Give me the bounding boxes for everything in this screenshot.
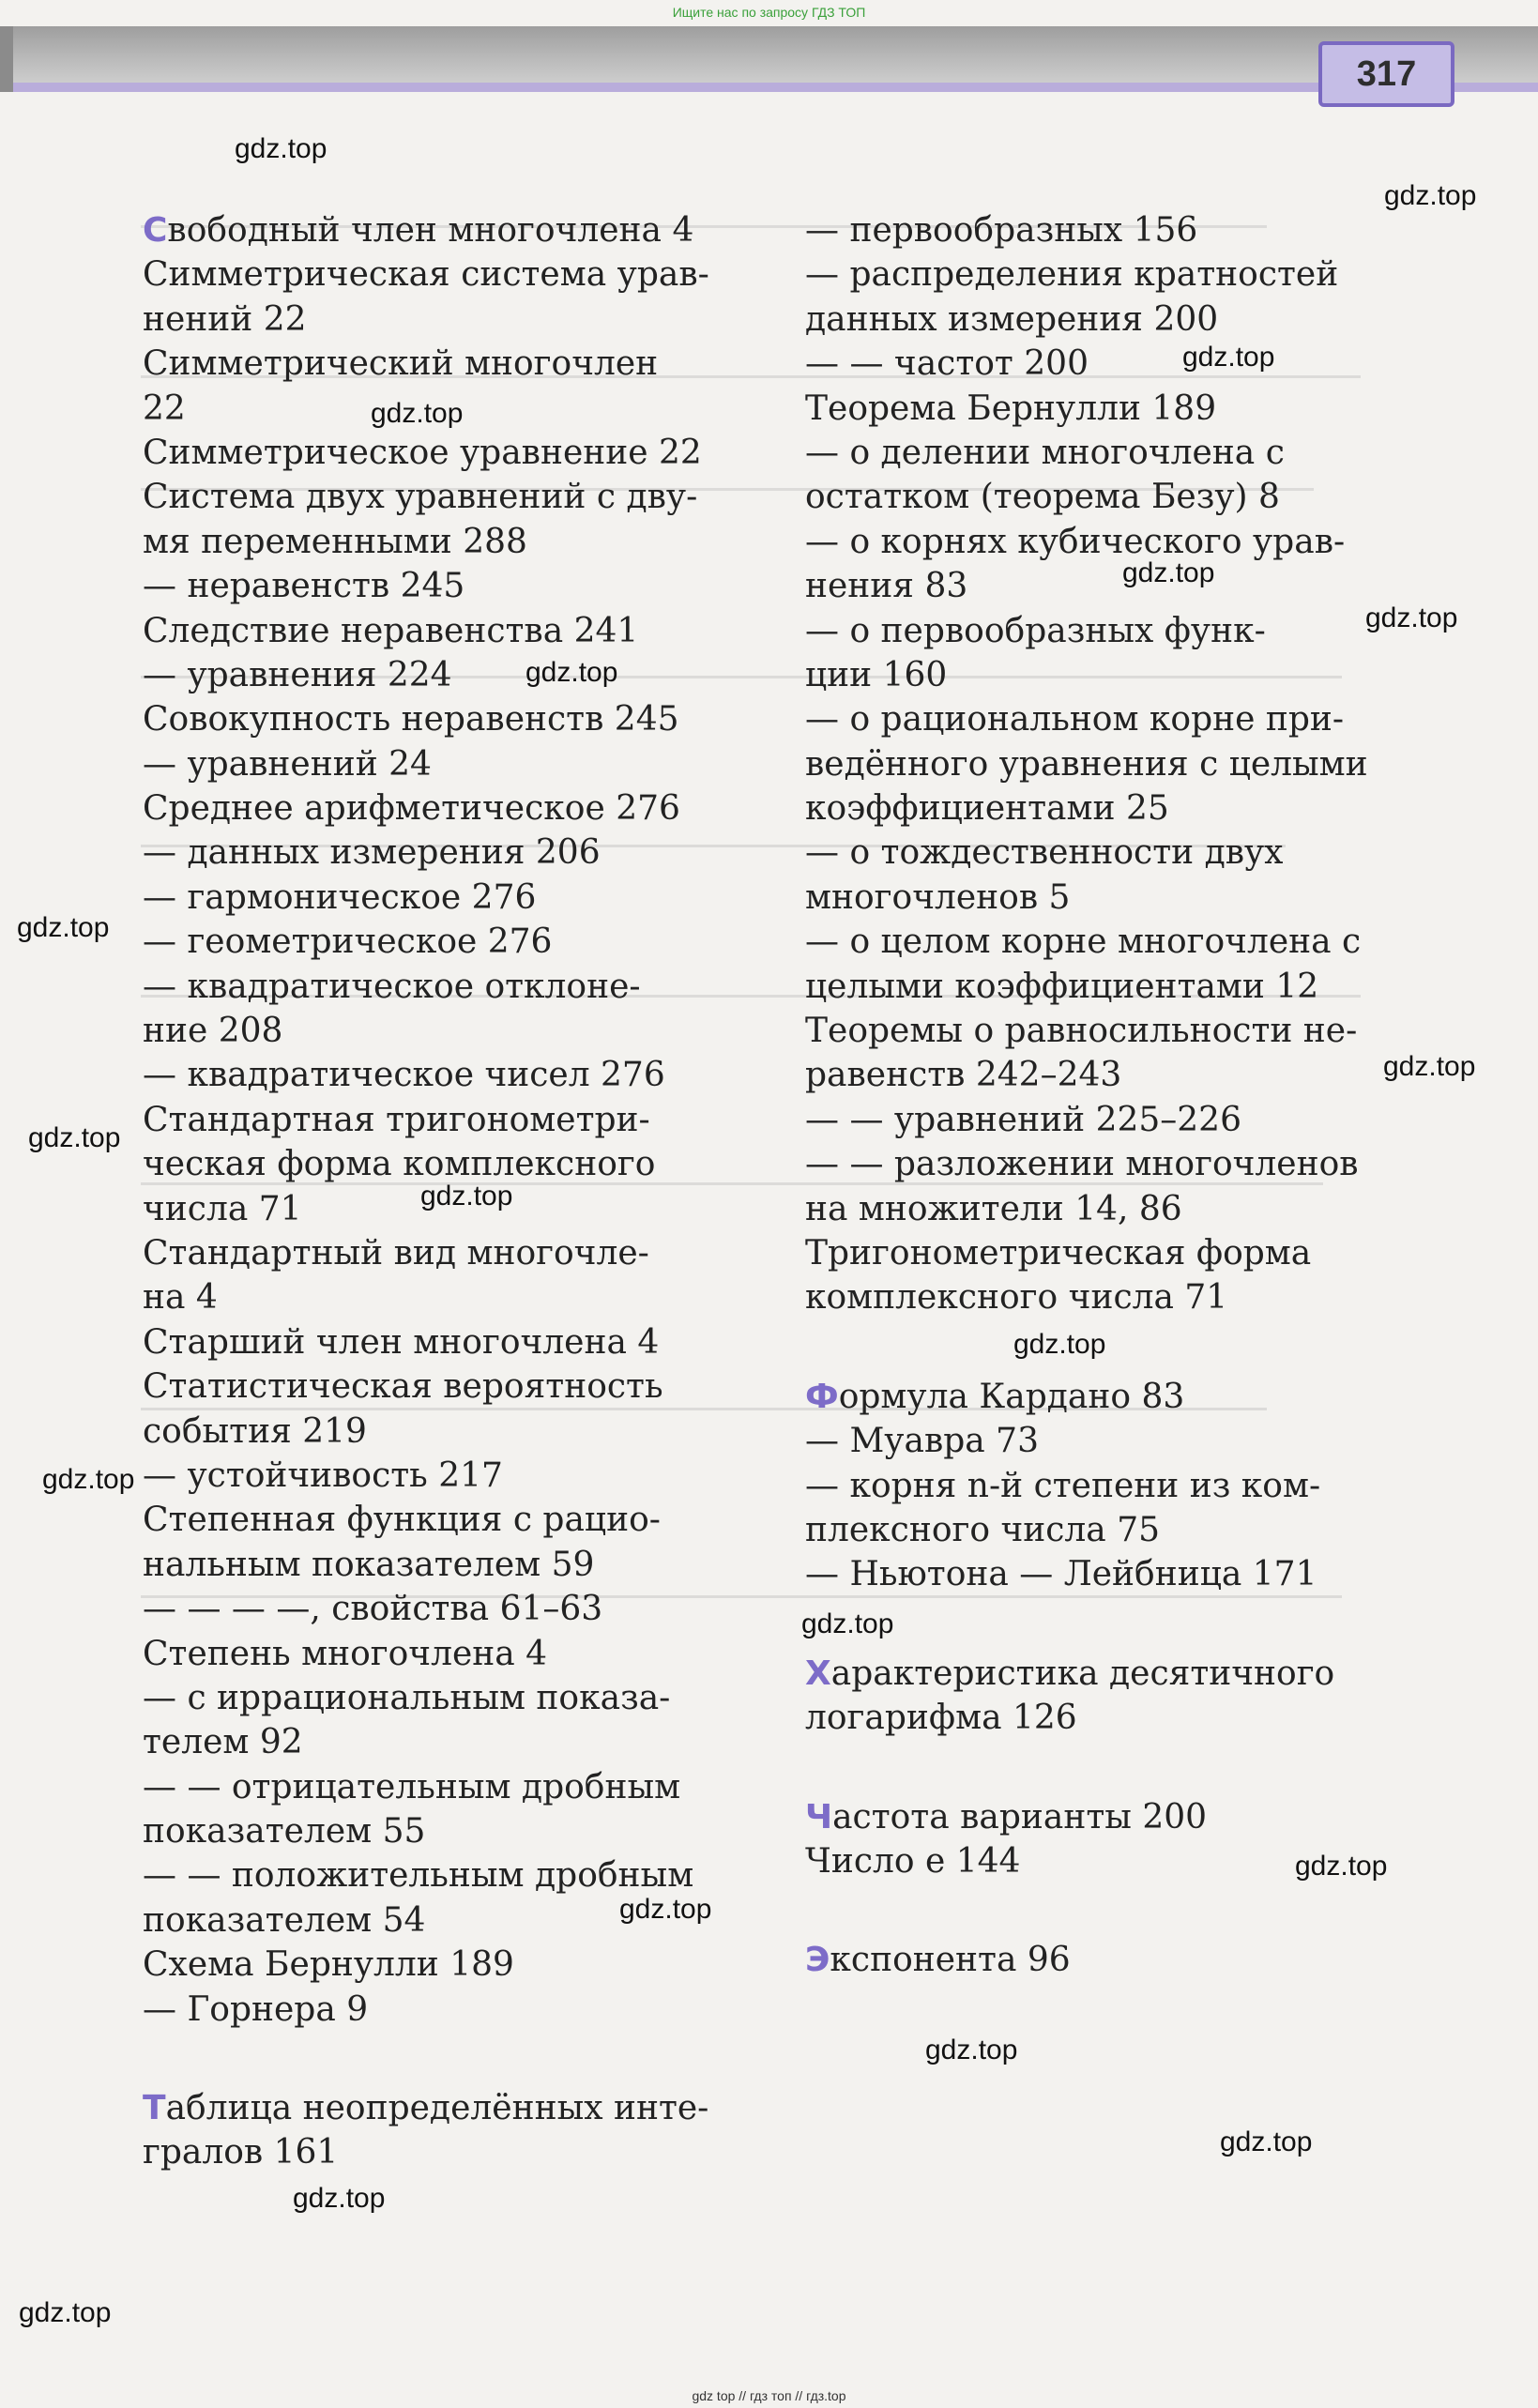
watermark: gdz.top: [1182, 342, 1275, 373]
index-entry-text: ормула Кардано 83: [838, 1377, 1185, 1416]
watermark: gdz.top: [1384, 180, 1477, 211]
index-entry-line: [805, 1009, 1396, 1053]
page-number: 317: [1318, 41, 1454, 107]
index-entry-text: телем 92: [143, 1723, 303, 1762]
watermark: gdz.top: [28, 1122, 121, 1153]
index-entry-line: [805, 1187, 1396, 1231]
index-entry-line: [143, 564, 729, 608]
index-entry-line: [143, 1454, 729, 1498]
index-entry-text: — уравнений 24: [143, 744, 432, 784]
index-entry-line: [805, 1795, 1396, 1839]
watermark: gdz.top: [1295, 1851, 1388, 1882]
index-entry-text: — с иррациональным показа-: [143, 1678, 671, 1717]
index-entry-line: [143, 742, 729, 786]
index-entry-line: [805, 1552, 1396, 1596]
index-entry-line: [805, 520, 1396, 564]
index-entry-line: [143, 965, 729, 1009]
index-entry-text: — о делении многочлена с: [805, 433, 1285, 472]
index-entry-line: [143, 431, 729, 475]
index-entry-text: ние 208: [143, 1012, 283, 1051]
index-entry-line: [805, 1375, 1396, 1419]
index-entry-text: — квадратическое чисел 276: [143, 1056, 665, 1095]
index-entry-line: [143, 786, 729, 831]
index-entry-line: [805, 1142, 1396, 1186]
index-entry-text: события 219: [143, 1411, 367, 1451]
index-entry-line: [805, 1464, 1396, 1508]
watermark: gdz.top: [293, 2183, 386, 2214]
index-entry-line: [143, 2086, 729, 2130]
index-entry-text: — о рациональном корне при-: [805, 700, 1345, 739]
index-entry-text: Совокупность неравенств 245: [143, 700, 679, 739]
index-entry-text: — квадратическое отклоне-: [143, 967, 641, 1006]
watermark: gdz.top: [1383, 1051, 1476, 1082]
index-entry-text: — — разложении многочленов: [805, 1145, 1359, 1184]
index-entry-text: Тригонометрическая форма: [805, 1233, 1312, 1273]
index-entry-line: [143, 1853, 729, 1897]
index-entry-line: [143, 1988, 729, 2032]
index-entry-line: [805, 1938, 1396, 1982]
index-entry-line: [805, 1419, 1396, 1463]
index-entry-line: [143, 1765, 729, 1809]
watermark: gdz.top: [371, 398, 464, 429]
section-gap: [805, 1741, 1396, 1795]
index-entry-text: данных измерения 200: [805, 299, 1219, 339]
index-entry-line: [143, 1364, 729, 1409]
index-entry-line: [143, 876, 729, 920]
index-entry-text: многочленов 5: [805, 877, 1071, 917]
index-entry-line: [143, 1275, 729, 1319]
index-entry-text: — о тождественности двух: [805, 833, 1284, 873]
index-entry-line: [805, 876, 1396, 920]
index-entry-line: [805, 431, 1396, 475]
index-entry-text: — корня n-й степени из ком-: [805, 1466, 1321, 1505]
index-entry-text: гралов 161: [143, 2133, 339, 2172]
index-entry-text: Симметрическая система урав-: [143, 255, 709, 295]
index-entry-line: [805, 208, 1396, 252]
watermark: gdz.top: [420, 1181, 513, 1212]
index-entry-line: [143, 1320, 729, 1364]
index-entry-line: [143, 297, 729, 342]
index-entry-text: равенств 242–243: [805, 1056, 1122, 1095]
header-violet-line: [13, 83, 1538, 92]
section-initial-letter: С: [143, 211, 168, 250]
index-entry-text: — — положительным дробным: [143, 1856, 694, 1896]
index-entry-text: ведённого уравнения с целыми: [805, 744, 1368, 784]
index-entry-text: — распределения кратностей: [805, 255, 1339, 295]
header-left-accent: [0, 26, 13, 92]
section-initial-letter: Э: [805, 1941, 830, 1980]
section-gap: [805, 1883, 1396, 1938]
index-entry-text: остатком (теорема Безу) 8: [805, 478, 1280, 517]
index-entry-text: Теорема Бернулли 189: [805, 389, 1217, 428]
index-entry-line: [805, 1652, 1396, 1696]
index-entry-text: Старший член многочлена 4: [143, 1322, 660, 1362]
index-entry-text: на множители 14, 86: [805, 1189, 1182, 1228]
index-entry-text: Число e 144: [805, 1841, 1021, 1881]
bottom-banner[interactable]: gdz top // гдз топ // гдз.top: [692, 2388, 846, 2403]
index-entry-text: ции 160: [805, 655, 948, 694]
page-header-band: [0, 26, 1538, 92]
index-entry-text: — — частот 200: [805, 344, 1089, 384]
index-entry-text: — — — —, свойства 61–63: [143, 1590, 603, 1629]
index-entry-text: числа 71: [143, 1189, 302, 1228]
index-entry-text: Следствие неравенства 241: [143, 611, 639, 650]
watermark: gdz.top: [1013, 1329, 1106, 1360]
index-entry-line: [143, 609, 729, 653]
index-entry-line: [143, 1632, 729, 1676]
index-right-column: [805, 208, 1396, 1983]
index-entry-line: [805, 653, 1396, 697]
index-entry-line: [143, 1231, 729, 1275]
index-entry-text: — — уравнений 225–226: [805, 1100, 1241, 1139]
section-gap: [805, 1597, 1396, 1652]
index-entry-line: [143, 2130, 729, 2174]
index-entry-text: астота варианты 200: [832, 1797, 1208, 1836]
index-entry-text: — о корнях кубического урав-: [805, 522, 1346, 561]
index-entry-text: на 4: [143, 1278, 218, 1318]
index-entry-text: комплексного числа 71: [805, 1278, 1228, 1318]
index-entry-line: [805, 564, 1396, 608]
index-entry-text: — о целом корне многочлена с: [805, 922, 1362, 962]
watermark: gdz.top: [925, 2035, 1018, 2065]
index-entry-line: [143, 1543, 729, 1587]
index-entry-line: [143, 1410, 729, 1454]
watermark: gdz.top: [17, 912, 110, 943]
section-initial-letter: Х: [805, 1654, 831, 1693]
section-initial-letter: Ч: [805, 1797, 833, 1836]
index-entry-line: [805, 920, 1396, 964]
section-initial-letter: Т: [143, 2089, 166, 2128]
index-entry-line: [805, 609, 1396, 653]
index-entry-text: аблица неопределённых инте-: [165, 2089, 709, 2128]
index-entry-text: Схема Бернулли 189: [143, 1945, 514, 1985]
index-entry-text: — гармоническое 276: [143, 877, 537, 917]
index-entry-text: вободный член многочлена 4: [167, 211, 694, 250]
watermark: gdz.top: [235, 133, 327, 164]
index-entry-line: [143, 653, 729, 697]
index-entry-text: Стандартная тригонометри-: [143, 1100, 650, 1139]
index-entry-line: [805, 1053, 1396, 1097]
index-entry-line: [143, 831, 729, 875]
index-entry-line: [143, 1676, 729, 1720]
index-entry-line: [143, 1009, 729, 1053]
top-banner[interactable]: Ищите нас по запросу ГДЗ ТОП: [672, 5, 866, 20]
index-entry-text: коэффициентами 25: [805, 789, 1169, 829]
index-entry-text: Статистическая вероятность: [143, 1367, 663, 1407]
watermark: gdz.top: [1220, 2126, 1313, 2157]
index-entry-text: кспонента 96: [830, 1941, 1071, 1980]
index-entry-text: — Ньютона — Лейбница 171: [805, 1555, 1317, 1594]
index-entry-line: [805, 1275, 1396, 1319]
section-gap: [143, 2032, 729, 2086]
section-initial-letter: Ф: [805, 1377, 839, 1416]
index-entry-line: [805, 1231, 1396, 1275]
index-entry-text: Теоремы о равносильности не-: [805, 1012, 1358, 1051]
index-entry-text: Система двух уравнений с дву-: [143, 478, 698, 517]
watermark: gdz.top: [1365, 602, 1458, 633]
index-entry-line: [805, 252, 1396, 297]
index-entry-line: [805, 1508, 1396, 1552]
index-entry-text: нений 22: [143, 299, 307, 339]
index-entry-text: плексного числа 75: [805, 1510, 1161, 1549]
index-entry-text: — неравенств 245: [143, 567, 465, 606]
index-entry-text: показателем 54: [143, 1900, 426, 1940]
index-entry-text: целыми коэффициентами 12: [805, 967, 1319, 1006]
index-entry-text: — о первообразных функ-: [805, 611, 1266, 650]
index-entry-text: — данных измерения 206: [143, 833, 601, 873]
index-entry-line: [143, 697, 729, 741]
index-entry-line: [805, 831, 1396, 875]
index-entry-text: — уравнения 224: [143, 655, 452, 694]
index-entry-line: [805, 475, 1396, 519]
index-entry-text: Степень многочлена 4: [143, 1634, 548, 1673]
index-entry-text: — первообразных 156: [805, 211, 1198, 250]
index-entry-line: [143, 920, 729, 964]
watermark: gdz.top: [619, 1894, 712, 1925]
index-entry-text: Симметрическое уравнение 22: [143, 433, 702, 472]
index-entry-line: [143, 208, 729, 252]
index-entry-line: [805, 1098, 1396, 1142]
index-entry-line: [805, 297, 1396, 342]
index-entry-line: [805, 387, 1396, 431]
index-entry-line: [143, 252, 729, 297]
index-entry-text: — — отрицательным дробным: [143, 1767, 681, 1806]
index-entry-line: [143, 1943, 729, 1987]
watermark: gdz.top: [1122, 557, 1215, 588]
index-entry-line: [143, 1720, 729, 1764]
index-entry-line: [805, 1696, 1396, 1740]
index-entry-line: [143, 475, 729, 519]
index-entry-text: 22: [143, 389, 186, 428]
index-entry-text: логарифма 126: [805, 1699, 1077, 1738]
index-entry-text: Симметрический многочлен: [143, 344, 659, 384]
index-entry-line: [143, 1053, 729, 1097]
index-entry-text: Среднее арифметическое 276: [143, 789, 680, 829]
index-entry-text: Степенная функция с рацио-: [143, 1501, 661, 1540]
watermark: gdz.top: [42, 1464, 135, 1495]
index-entry-line: [143, 342, 729, 386]
index-entry-text: Стандартный вид многочле-: [143, 1233, 649, 1273]
index-entry-text: мя переменными 288: [143, 522, 527, 561]
index-entry-line: [805, 786, 1396, 831]
index-entry-text: — Муавра 73: [805, 1422, 1039, 1461]
watermark: gdz.top: [801, 1608, 894, 1639]
watermark: gdz.top: [525, 657, 618, 688]
index-entry-text: — устойчивость 217: [143, 1455, 503, 1495]
index-entry-text: нения 83: [805, 567, 968, 606]
index-entry-text: — Горнера 9: [143, 1989, 369, 2029]
index-entry-text: ческая форма комплексного: [143, 1145, 656, 1184]
index-entry-line: [805, 742, 1396, 786]
watermark: gdz.top: [19, 2297, 112, 2328]
index-entry-text: арактеристика десятичного: [830, 1654, 1335, 1693]
index-entry-line: [805, 697, 1396, 741]
index-entry-line: [143, 1809, 729, 1853]
index-entry-line: [143, 1098, 729, 1142]
index-entry-line: [143, 1587, 729, 1631]
index-entry-text: нальным показателем 59: [143, 1545, 595, 1584]
index-entry-text: показателем 55: [143, 1812, 426, 1852]
index-entry-text: — геометрическое 276: [143, 922, 553, 962]
index-entry-line: [143, 1498, 729, 1542]
index-entry-line: [805, 342, 1396, 386]
index-entry-line: [143, 520, 729, 564]
index-entry-line: [805, 965, 1396, 1009]
